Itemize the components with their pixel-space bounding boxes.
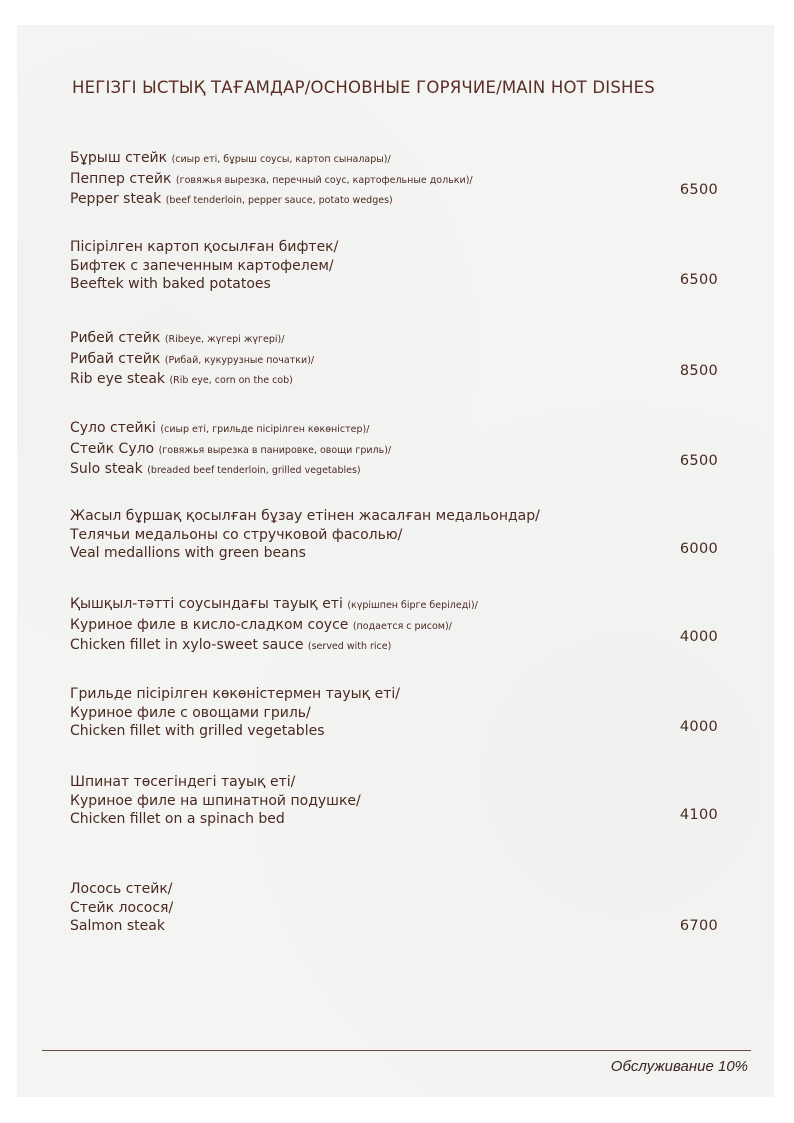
dish-name: Beeftek with baked potatoes [70, 276, 271, 292]
dish-name: Стейк Суло [70, 440, 155, 457]
dish-name-line [70, 440, 720, 461]
dish-name: Пісірілген картоп қосылған бифтек/ [70, 239, 339, 255]
dish-name: Куриное филе на шпинатной подушке/ [70, 792, 361, 809]
page-title: НЕГІЗГІ ЫСТЫҚ ТАҒАМДАР/ОСНОВНЫЕ ГОРЯЧИЕ/MAIN HOT DISHES [72, 78, 655, 97]
dish-name-line [70, 419, 720, 440]
dish-item [70, 507, 720, 563]
dish-name: Рибей стейк [70, 330, 161, 346]
dish-ingredients-note: (Рибай, кукурузные початки)/ [164, 354, 315, 366]
dish-name: Грильде пісірілген көкөністермен тауық еті/ [70, 686, 400, 702]
dish-name-line [70, 460, 720, 481]
dish-name-line [70, 917, 720, 936]
dish-name-line [70, 616, 720, 637]
dish-ingredients-note: (сиыр еті, бұрыш соусы, картоп сыналары)/ [171, 154, 391, 165]
dish-name-line [70, 722, 720, 741]
dish-ingredients-note: (served with rice) [307, 641, 392, 652]
dish-ingredients-note: (beef tenderloin, pepper sauce, potato wedges) [165, 195, 393, 206]
dish-name-line [70, 257, 720, 276]
dish-name: Chicken fillet in xylo-sweet sauce [70, 637, 304, 653]
dish-item [70, 149, 720, 211]
dish-name-line [70, 810, 720, 829]
dish-name-line [70, 526, 720, 545]
service-charge-note: Обслуживание 10% [610, 1058, 748, 1075]
dish-name: Sulo steak [70, 461, 143, 477]
dish-price: 8500 [679, 363, 718, 379]
dish-ingredients-note: (говяжья вырезка, перечный соус, картофельные дольки)/ [175, 174, 473, 186]
dish-name-line [70, 792, 720, 811]
dish-name-line [70, 636, 720, 657]
dish-name-line [70, 149, 720, 170]
dish-name-line [70, 595, 720, 616]
dish-price: 6000 [679, 541, 718, 557]
dish-name: Куриное филе с овощами гриль/ [70, 704, 311, 721]
dish-name-line [70, 350, 720, 371]
dish-name: Salmon steak [70, 918, 165, 934]
dish-ingredients-note: (breaded beef tenderloin, grilled vegetables) [147, 465, 361, 476]
dish-item [70, 238, 720, 294]
dish-price: 4000 [679, 719, 718, 735]
dish-name: Стейк лосося/ [70, 899, 174, 916]
dish-name-line [70, 704, 720, 723]
dish-name: Rib eye steak [70, 371, 165, 387]
dish-name-line [70, 238, 720, 257]
dish-name: Chicken fillet with grilled vegetables [70, 723, 325, 739]
footer-divider [42, 1050, 751, 1051]
dish-item [70, 880, 720, 936]
dish-name: Бұрыш стейк [70, 150, 168, 166]
dish-name-line [70, 190, 720, 211]
dish-ingredients-note: (сиыр еті, грильде пісірілген көкөністер)/ [160, 424, 370, 435]
dish-ingredients-note: (Ribeye, жүгері жүгері)/ [164, 334, 285, 345]
dish-name: Жасыл бұршақ қосылған бұзау етінен жасалған медальондар/ [70, 508, 540, 524]
dish-ingredients-note: (күрішпен бірге беріледі)/ [347, 600, 478, 611]
dish-name: Бифтек с запеченным картофелем/ [70, 257, 334, 274]
dish-name-line [70, 507, 720, 526]
dish-item [70, 419, 720, 481]
dish-name: Шпинат төсегіндегі тауық еті/ [70, 774, 296, 790]
dish-name-line [70, 773, 720, 792]
dish-price: 4000 [679, 629, 718, 645]
dish-name-line [70, 275, 720, 294]
dish-name: Суло стейкі [70, 420, 156, 436]
dish-item [70, 773, 720, 829]
dish-name: Chicken fillet on a spinach bed [70, 811, 285, 827]
dish-price: 4100 [679, 807, 718, 823]
dish-name: Куриное филе в кисло-сладком соусе [70, 616, 349, 633]
dish-name: Pepper steak [70, 191, 162, 207]
dish-name-line [70, 329, 720, 350]
dish-price: 6500 [679, 272, 718, 288]
dish-name-line [70, 685, 720, 704]
dish-name: Телячьи медальоны со стручковой фасолью/ [70, 526, 403, 543]
dish-ingredients-note: (Rib eye, corn on the cob) [169, 375, 293, 386]
dish-price: 6500 [679, 453, 718, 469]
dish-ingredients-note: (подается с рисом)/ [352, 620, 452, 632]
dish-item [70, 685, 720, 741]
dish-name: Лосось стейк/ [70, 881, 173, 897]
dish-item [70, 595, 720, 657]
dish-price: 6500 [679, 182, 718, 198]
dish-name: Қышқыл-тәтті соусындағы тауық еті [70, 596, 343, 612]
dish-name-line [70, 370, 720, 391]
dish-name-line [70, 899, 720, 918]
dish-name: Пеппер стейк [70, 170, 172, 187]
dish-price: 6700 [679, 918, 718, 934]
dish-name-line [70, 544, 720, 563]
dish-ingredients-note: (говяжья вырезка в панировке, овощи гриль)/ [158, 444, 392, 456]
dish-name-line [70, 880, 720, 899]
dish-name: Veal medallions with green beans [70, 545, 306, 561]
dish-item [70, 329, 720, 391]
dish-name: Рибай стейк [70, 350, 161, 367]
dish-name-line [70, 170, 720, 191]
